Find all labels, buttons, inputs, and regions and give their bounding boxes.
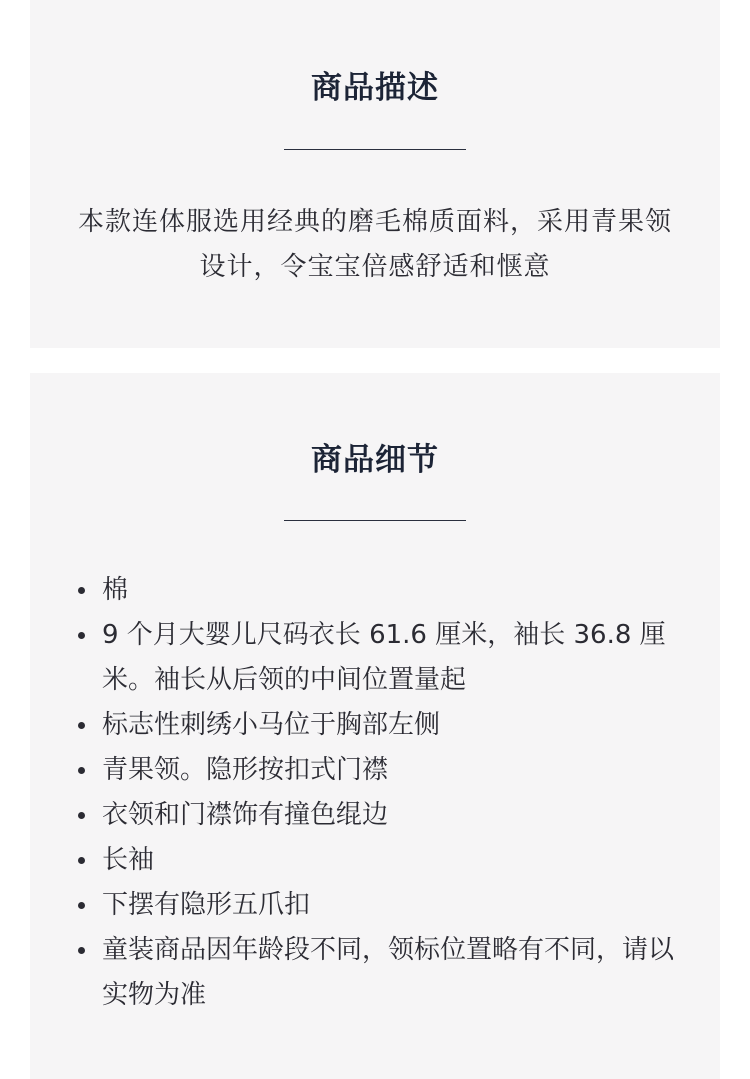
bullet-dot-icon	[78, 812, 85, 819]
details-title: 商品细节	[311, 442, 439, 478]
list-item-text: 童装商品因年龄段不同，领标位置略有不同，请以实物为准	[102, 935, 675, 1010]
list-item	[72, 748, 684, 793]
list-item	[72, 613, 684, 703]
bullet-dot-icon	[78, 722, 85, 729]
list-item-text: 青果领。隐形按扣式门襟	[102, 755, 389, 785]
product-details-card	[30, 373, 720, 1079]
bullet-dot-icon	[78, 587, 85, 594]
list-item	[72, 838, 684, 883]
description-title: 商品描述	[311, 70, 439, 106]
bullet-dot-icon	[78, 947, 85, 954]
bullet-dot-icon	[78, 902, 85, 909]
product-description-card	[30, 0, 720, 348]
description-divider	[284, 149, 466, 150]
bullet-dot-icon	[78, 632, 85, 639]
details-divider	[284, 520, 466, 521]
details-list	[72, 568, 684, 1018]
bullet-dot-icon	[78, 857, 85, 864]
bullet-dot-icon	[78, 767, 85, 774]
list-item	[72, 793, 684, 838]
list-item-text: 下摆有隐形五爪扣	[102, 890, 311, 920]
list-item-text: 棉	[102, 575, 129, 605]
list-item-text: 长袖	[102, 845, 155, 875]
list-item	[72, 703, 684, 748]
list-item-text: 衣领和门襟饰有撞色绲边	[102, 800, 389, 830]
list-item-text: 标志性刺绣小马位于胸部左侧	[102, 710, 441, 740]
list-item	[72, 883, 684, 928]
description-text: 本款连体服选用经典的磨毛棉质面料，采用青果领设计，令宝宝倍感舒适和惬意	[77, 207, 672, 282]
list-item	[72, 928, 684, 1018]
list-item-text: 9 个月大婴儿尺码衣长 61.6 厘米，袖长 36.8 厘米。袖长从后领的中间位置量起	[102, 620, 666, 695]
list-item	[72, 568, 684, 613]
